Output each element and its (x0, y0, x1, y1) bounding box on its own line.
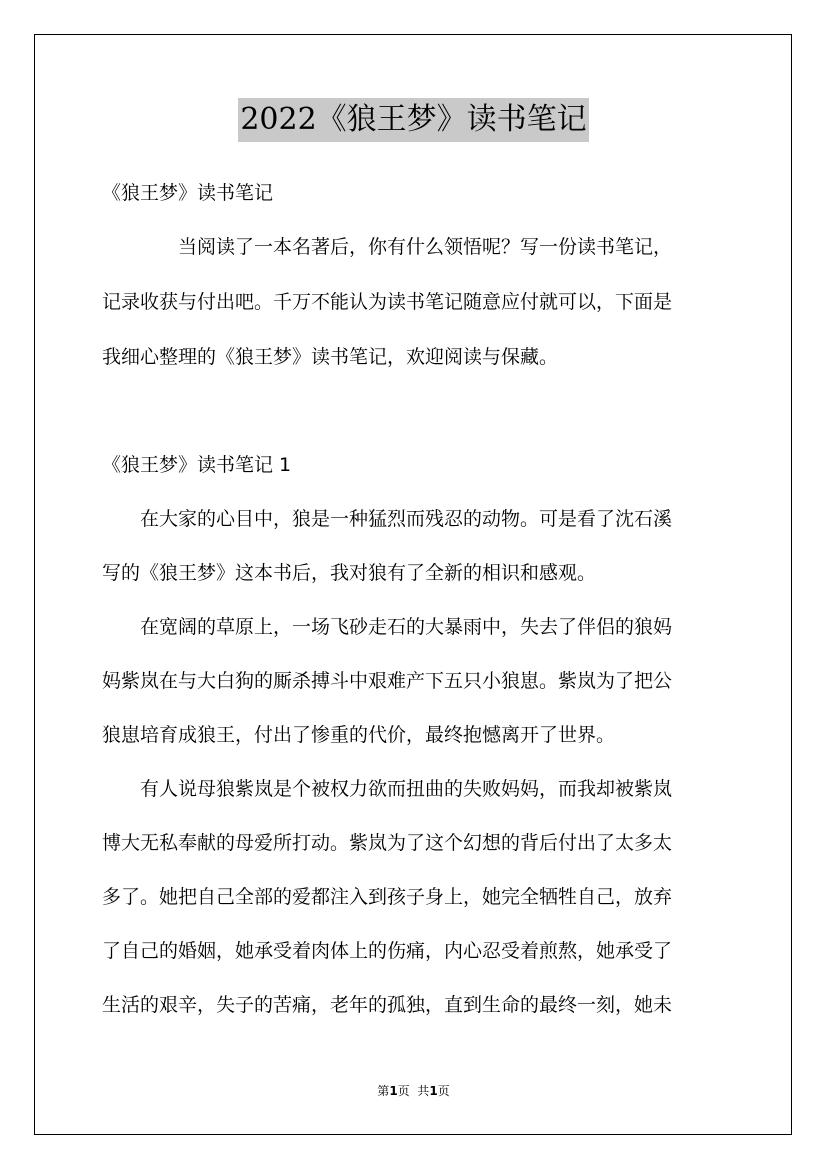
body-line: 在宽阔的草原上，一场飞砂走石的大暴雨中，失去了伴侣的狼妈 (140, 616, 673, 638)
body-line: 妈紫岚在与大白狗的厮杀搏斗中艰难产下五只小狼崽。紫岚为了把公 (102, 670, 673, 692)
section-heading: 《狼王梦》读书笔记 1 (102, 454, 292, 476)
body-line: 在大家的心目中，狼是一种猛烈而残忍的动物。可是看了沈石溪 (140, 508, 673, 530)
intro-line: 当阅读了一本名著后，你有什么领悟呢？写一份读书笔记， (178, 236, 673, 258)
document-title: 2022《狼王梦》读书笔记 (238, 98, 588, 142)
subtitle: 《狼王梦》读书笔记 (102, 182, 274, 204)
page-label-mid: 页 共 (397, 1084, 430, 1098)
body-line: 有人说母狼紫岚是个被权力欲而扭曲的失败妈妈，而我却被紫岚 (140, 778, 673, 800)
body-line: 生活的艰辛，失子的苦痛，老年的孤独，直到生命的最终一刻，她未 (102, 994, 673, 1016)
page-current: 1 (389, 1084, 398, 1098)
body-line: 博大无私奉献的母爱所打动。紫岚为了这个幻想的背后付出了太多太 (102, 832, 673, 854)
body-line: 写的《狼王梦》这本书后，我对狼有了全新的相识和感观。 (102, 562, 597, 584)
page-label-post: 页 (437, 1084, 450, 1098)
body-line: 多了。她把自己全部的爱都注入到孩子身上，她完全牺牲自己，放弃 (102, 886, 673, 908)
intro-line: 记录收获与付出吧。千万不能认为读书笔记随意应付就可以，下面是 (102, 291, 673, 313)
page-total: 1 (429, 1084, 438, 1098)
body-line: 狼崽培育成狼王，付出了惨重的代价，最终抱憾离开了世界。 (102, 724, 616, 746)
title-container (0, 98, 827, 142)
page-label-pre: 第 (377, 1084, 390, 1098)
body-line: 了自己的婚姻，她承受着肉体上的伤痛，内心忍受着煎熬，她承受了 (102, 940, 673, 962)
page-footer (0, 1083, 827, 1099)
intro-line: 我细心整理的《狼王梦》读书笔记，欢迎阅读与保藏。 (102, 346, 559, 368)
